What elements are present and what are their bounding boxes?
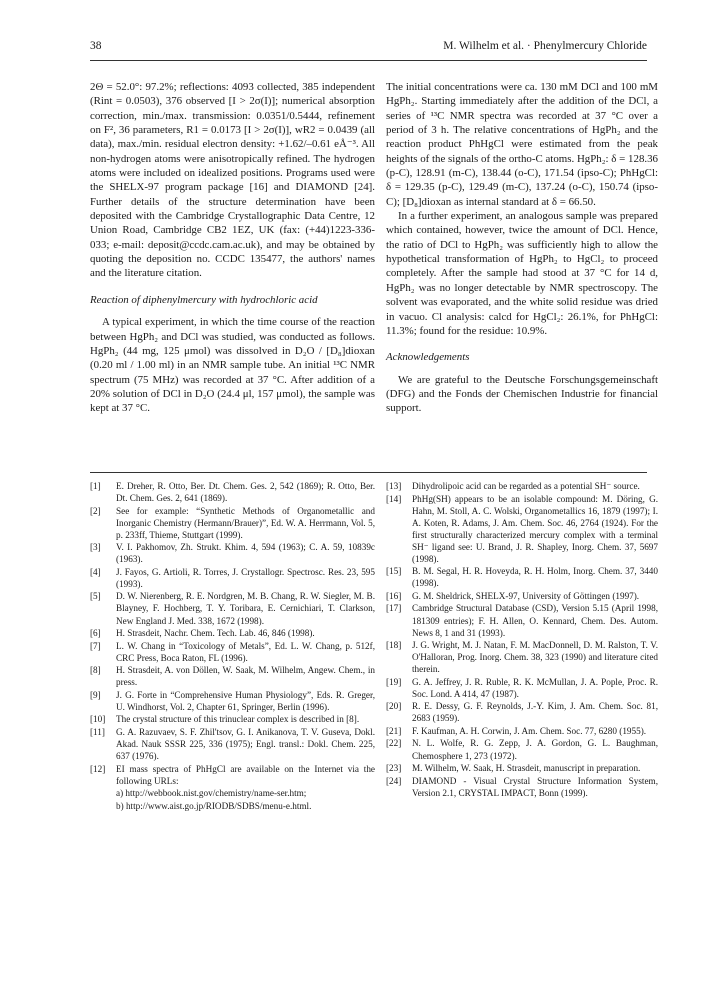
reference-item bbox=[386, 480, 658, 492]
reference-item bbox=[386, 493, 658, 565]
reference-item bbox=[386, 590, 658, 602]
reference-number: [17] bbox=[386, 603, 402, 614]
reference-item bbox=[90, 726, 375, 762]
references-right-column bbox=[386, 480, 658, 799]
reference-text: Dihydrolipoic acid can be regarded as a potential SH⁻ source. bbox=[412, 481, 640, 491]
reference-number: [23] bbox=[386, 763, 402, 774]
references-left-column bbox=[90, 480, 375, 812]
reference-number: [13] bbox=[386, 481, 402, 491]
reference-text: Cambridge Structural Database (CSD), Version 5.15 (April 1998, 181309 entries); F. H. Allen, O. Kennard, Chem. Des. Autom. News 8, 1 and 31 (1993). bbox=[412, 603, 658, 638]
reference-item bbox=[90, 664, 375, 688]
reference-number: [5] bbox=[90, 591, 101, 602]
reference-item bbox=[90, 541, 375, 565]
left-column bbox=[90, 80, 375, 416]
reference-text: J. G. Forte in “Comprehensive Human Physiology”, Eds. R. Greger, U. Windhorst, Vol. 2, Chapter 61, Springer, Berlin (1996). bbox=[116, 689, 375, 712]
reference-text: D. W. Nierenberg, R. E. Nordgren, M. B. Chang, R. W. Siegler, M. B. Blayney, F. Hochberg, T. Y. Toribara, E. Cernichiari, T. Clarkson, New England J. Med. 338, 1672 (1998). bbox=[116, 591, 375, 626]
reference-text: L. W. Chang in “Toxicology of Metals”, Ed. L. W. Chang, p. 512f, CRC Press, Boca Raton, FL (1996). bbox=[116, 640, 375, 663]
header-rule bbox=[90, 60, 647, 61]
reference-item bbox=[386, 725, 658, 737]
reference-text: DIAMOND - Visual Crystal Structure Information System, Version 2.1, CRYSTAL IMPACT, Bonn (1999). bbox=[412, 775, 658, 798]
reference-text: F. Kaufman, A. H. Corwin, J. Am. Chem. Soc. 77, 6280 (1955). bbox=[412, 725, 647, 736]
reference-url-item bbox=[90, 787, 375, 799]
reference-item bbox=[90, 763, 375, 787]
reference-text: M. Wilhelm, W. Saak, H. Strasdeit, manuscript in preparation. bbox=[412, 763, 641, 774]
reference-url-text: a) http://webbook.nist.gov/chemistry/name-ser.htm; bbox=[116, 788, 307, 799]
reference-item bbox=[386, 737, 658, 761]
reference-number: [14] bbox=[386, 493, 402, 504]
reference-text: The crystal structure of this trinuclear complex is described in [8]. bbox=[116, 714, 360, 725]
reference-item bbox=[386, 700, 658, 724]
experiment-paragraph: A typical experiment, in which the time course of the reaction between HgPh₂ and DCl was studied, was conducted as follows. HgPh₂ (44 mg, 125 μmol) was dissolved in D₂O / [D₈]dioxan (0.20 ml / 1.00 ml) in an NMR sample tube. An initial ¹³C NMR spectrum (75 MHz) was recorded at 37 °C. After addition of a 20% solution of DCl in D₂O (24.4 μl, 157 μmol), the sample was kept at 37 °C. bbox=[90, 316, 375, 415]
reference-item bbox=[90, 627, 375, 639]
reference-text: B. M. Segal, H. R. Hoveyda, R. H. Holm, Inorg. Chem. 37, 3440 (1998). bbox=[412, 566, 658, 589]
reference-number: [21] bbox=[386, 725, 402, 736]
reference-item bbox=[90, 505, 375, 541]
reference-number: [20] bbox=[386, 701, 402, 712]
reference-url-text: b) http://www.aist.go.jp/RIODB/SDBS/menu-e.html. bbox=[116, 800, 312, 811]
reference-item bbox=[386, 775, 658, 799]
reference-number: [18] bbox=[386, 640, 402, 651]
reference-number: [15] bbox=[386, 566, 402, 577]
reference-text: H. Strasdeit, Nachr. Chem. Tech. Lab. 46, 846 (1998). bbox=[116, 628, 315, 639]
right-column bbox=[386, 80, 658, 416]
running-title: M. Wilhelm et al. · Phenylmercury Chloride bbox=[443, 40, 647, 52]
reference-number: [6] bbox=[90, 628, 101, 639]
reference-text: J. G. Wright, M. J. Natan, F. M. MacDonnell, D. M. Ralston, T. V. O'Halloran, Prog. Inorg. Chem. 38, 323 (1990) and literature cited therein. bbox=[412, 640, 658, 675]
reference-number: [22] bbox=[386, 738, 402, 749]
page-header bbox=[90, 40, 647, 58]
reference-item bbox=[90, 480, 375, 504]
reference-text: N. L. Wolfe, R. G. Zepp, J. A. Gordon, G. L. Baughman, Chemosphere 1, 273 (1972). bbox=[412, 738, 658, 761]
reference-number: [9] bbox=[90, 689, 101, 700]
reference-item bbox=[90, 566, 375, 590]
section-heading-acknowledgements: Acknowledgements bbox=[386, 351, 470, 364]
reference-item bbox=[386, 602, 658, 638]
reference-number: [2] bbox=[90, 505, 101, 516]
reference-item bbox=[90, 590, 375, 626]
page-number: 38 bbox=[90, 40, 102, 52]
reference-number: [1] bbox=[90, 481, 101, 491]
reference-text: E. Dreher, R. Otto, Ber. Dt. Chem. Ges. 2, 542 (1869); R. Otto, Ber. Dt. Chem. Ges. 2, 641 (1869). bbox=[116, 481, 375, 504]
reference-text: V. I. Pakhomov, Zh. Strukt. Khim. 4, 594 (1963); C. A. 59, 10839c (1963). bbox=[116, 542, 375, 565]
reference-number: [8] bbox=[90, 665, 101, 676]
reference-item bbox=[386, 762, 658, 774]
reference-item bbox=[90, 640, 375, 664]
reference-text: J. Fayos, G. Artioli, R. Torres, J. Crystallogr. Spectrosc. Res. 23, 595 (1993). bbox=[116, 566, 375, 589]
reference-item bbox=[90, 713, 375, 725]
reference-url-item bbox=[90, 800, 375, 812]
section-heading-reaction: Reaction of diphenylmercury with hydrochloric acid bbox=[90, 293, 318, 306]
reference-number: [12] bbox=[90, 763, 106, 774]
further-experiment-paragraph: In a further experiment, an analogous sample was prepared which contained, however, twice the amount of DCl. Hence, the ratio of DCl to HgPh₂ was sufficiently high to allow the hypothetical transformation of HgPh₂ to HgCl₂ to proceed completely. After the sample had stood at 37 °C for 14 d, HgPh₂ was no longer detectable by NMR spectroscopy. The solvent was evaporated, and the white solid residue was dried in vacuo. Cl analysis: calcd for HgCl₂: 26.1%, for PhHgCl: 11.3%; found for the residue: 10.9%. bbox=[386, 210, 658, 337]
reference-number: [7] bbox=[90, 640, 101, 651]
reference-item bbox=[386, 639, 658, 675]
reference-number: [16] bbox=[386, 590, 402, 601]
reference-number: [4] bbox=[90, 566, 101, 577]
reference-number: [10] bbox=[90, 714, 106, 725]
reference-number: [11] bbox=[90, 726, 105, 737]
reference-text: See for example: “Synthetic Methods of Organometallic and Inorganic Chemistry (Hermann/Brauer)”, Ed. W. A. Herrmann, Vol. 5, p. 233ff, Thieme, Stuttgart (1999). bbox=[116, 505, 375, 540]
reference-number: [19] bbox=[386, 676, 402, 687]
reference-item bbox=[386, 565, 658, 589]
reference-text: H. Strasdeit, A. von Döllen, W. Saak, M. Wilhelm, Angew. Chem., in press. bbox=[116, 665, 375, 688]
concentrations-paragraph: The initial concentrations were ca. 130 mM DCl and 100 mM HgPh₂. Starting immediately after the addition of the DCl, a series of ¹³C NMR spectra was recorded at 37 °C over a period of 3 h. The relative concentrations of HgPh₂ and the reaction product PhHgCl were estimated from the peak heights of the signals of the ortho-C atoms. HgPh₂: δ = 128.36 (p-C), 128.91 (m-C), 138.44 (o-C), 171.54 (ipso-C); PhHgCl: δ = 129.35 (p-C), 129.49 (m-C), 137.24 (o-C), 150.74 (ipso-C); [D₈]dioxan as internal standard at δ = 66.50. bbox=[386, 81, 658, 208]
reference-text: G. A. Jeffrey, J. R. Ruble, R. K. McMullan, J. A. Pople, Proc. R. Soc. Lond. A 414, 47 (1987). bbox=[412, 676, 658, 699]
reference-text: EI mass spectra of PhHgCl are available on the Internet via the following URLs: bbox=[116, 763, 375, 786]
reference-number: [3] bbox=[90, 542, 101, 553]
reference-text: G. A. Razuvaev, S. F. Zhil'tsov, G. I. Anikanova, T. V. Guseva, Dokl. Akad. Nauk SSSR 225, 336 (1975); Engl. transl.: Dokl. Chem. 225, 637 (1976). bbox=[116, 726, 375, 762]
reference-text: R. E. Dessy, G. F. Reynolds, J.-Y. Kim, J. Am. Chem. Soc. 81, 2683 (1959). bbox=[412, 701, 658, 724]
acknowledgements-paragraph: We are grateful to the Deutsche Forschungsgemeinschaft (DFG) and the Fonds der Chemischen Industrie for financial support. bbox=[386, 373, 658, 415]
reference-number: [24] bbox=[386, 775, 402, 786]
crystallography-paragraph: 2Θ = 52.0°: 97.2%; reflections: 4093 collected, 385 independent (Rint = 0.0503), 376 observed [I > 2σ(I)]; numerical absorption correction, min./max. transmission: 0.0351/0.5444, refinement on F², 36 parameters, R1 = 0.0173 [I > 2σ(I)], wR2 = 0.0439 (all data), max./min. residual electron density: +1.62/–0.61 eÅ⁻³. All non-hydrogen atoms were anisotropically refined. The hydrogen atoms were included on idealized positions. Programs used were the SHELX-97 program package [16] and DIAMOND [24]. Further details of the structure determination have been deposited with the Cambridge Crystallographic Data Centre, 12 Union Road, Cambridge CB2 1EZ, UK (fax: (+44)1223-336-033; e-mail: deposit@ccdc.cam.ac.uk), and may be obtained by quoting the deposition no. CCDC 135477, the authors' names and the literature citation. bbox=[90, 81, 375, 280]
reference-text: PhHg(SH) appears to be an isolable compound: M. Döring, G. Hahn, M. Stoll, A. C. Wolski, Organometallics 16, 1879 (1997); I. A. Koten, R. Adams, J. Am. Chem. Soc. 46, 2764 (1924). For the first structurally characterized mercury complex with a terminal SH⁻ ligand see: U. Brand, J. R. Shapley, Inorg. Chem. 37, 5697 (1998). bbox=[412, 493, 658, 564]
reference-item bbox=[386, 676, 658, 700]
references-rule bbox=[90, 472, 647, 473]
reference-item bbox=[90, 689, 375, 713]
reference-text: G. M. Sheldrick, SHELX-97, University of Göttingen (1997). bbox=[412, 590, 640, 601]
